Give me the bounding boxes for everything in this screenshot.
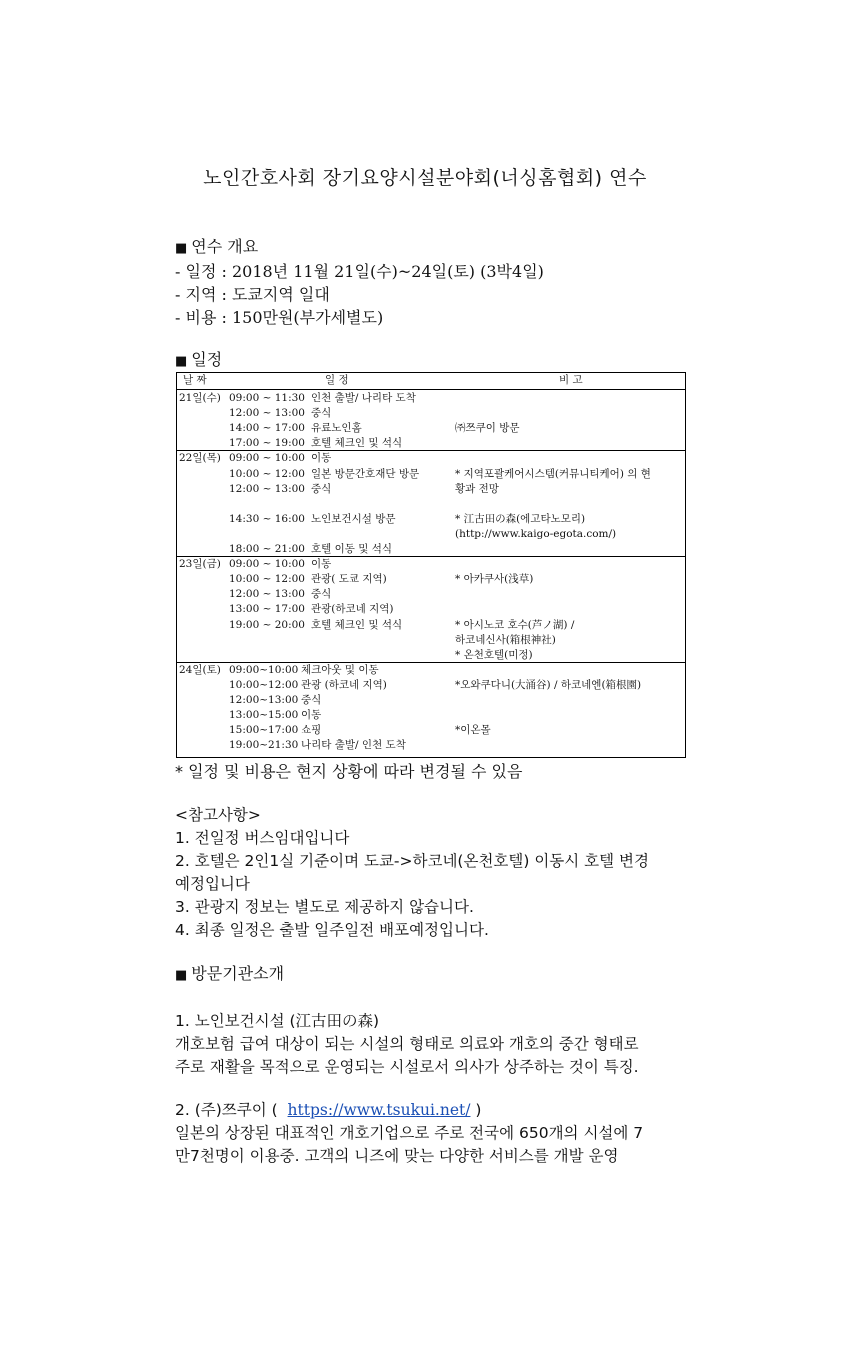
schedule-footnote: * 일정 및 비용은 현지 상황에 따라 변경될 수 있음: [175, 762, 523, 781]
schedule-note: * 지역포괄케어시스템(커뮤니티케어) 의 현: [455, 467, 651, 480]
schedule-time: 09:00~10:00: [229, 663, 299, 676]
schedule-desc: 관광 (하코네 지역): [301, 678, 387, 691]
schedule-desc: 중식: [311, 588, 332, 601]
institutions-heading: ■ 방문기관소개: [175, 964, 285, 983]
reference-line: 예정입니다: [175, 875, 250, 893]
schedule-desc: 이동: [301, 709, 322, 722]
institution-1-desc: 주로 재활을 목적으로 운영되는 시설로서 의사가 상주하는 것이 특징.: [175, 1058, 639, 1076]
schedule-row: [179, 557, 683, 572]
schedule-time: 09:00 ~ 10:00: [229, 558, 305, 571]
overview-line: - 일정 : 2018년 11월 21일(수)~24일(토) (3박4일): [175, 262, 544, 281]
schedule-desc: 노인보건시설 방문: [311, 512, 396, 525]
schedule-note: (http://www.kaigo-egota.com/): [455, 527, 617, 540]
schedule-section: [175, 348, 735, 373]
schedule-day: 22일(목): [179, 452, 221, 465]
institution-1-title: 1. 노인보건시설 (江古田の森): [175, 1012, 380, 1030]
overview-heading: ■ 연수 개요: [175, 237, 259, 256]
schedule-row: [179, 663, 683, 678]
schedule-note: *이온몰: [455, 724, 491, 737]
schedule-time: 13:00~15:00: [229, 709, 299, 722]
schedule-note: 황과 전망: [455, 482, 499, 495]
square-bullet-icon: ■: [175, 241, 188, 256]
schedule-row: [179, 602, 683, 617]
schedule-time: 10:00 ~ 12:00: [229, 467, 305, 480]
schedule-time: 12:00 ~ 13:00: [229, 407, 305, 420]
schedule-time: 14:30 ~ 16:00: [229, 512, 305, 525]
institution-2-title: 2. (주)쯔쿠이 ( https://www.tsukui.net/ ): [175, 1101, 482, 1119]
schedule-row: [179, 633, 683, 648]
schedule-time: 19:00~21:30: [229, 739, 299, 752]
schedule-row: [179, 482, 683, 497]
reference-line: 4. 최종 일정은 출발 일주일전 배포예정입니다.: [175, 921, 489, 939]
schedule-row: [179, 618, 683, 633]
schedule-desc: 쇼핑: [301, 724, 322, 737]
schedule-desc: 관광( 도쿄 지역): [311, 573, 387, 586]
schedule-note: 하코네신사(箱根神社): [455, 633, 556, 646]
schedule-time: 15:00~17:00: [229, 724, 299, 737]
overview-line: - 비용 : 150만원(부가세별도): [175, 308, 384, 327]
schedule-time: 14:00 ~ 17:00: [229, 422, 305, 435]
day-divider: [177, 662, 685, 663]
schedule-row: [179, 738, 683, 753]
schedule-desc: 중식: [301, 694, 322, 706]
page-title: 노인간호사회 장기요양시설분야회(너싱홈협회) 연수: [203, 167, 647, 189]
schedule-time: 12:00~13:00: [229, 694, 299, 706]
schedule-note: * 온천호텔(미정): [455, 648, 533, 661]
schedule-note: * 아시노코 호수(芦ノ湖) /: [455, 618, 575, 631]
schedule-desc: 호텔 이동 및 석식: [311, 543, 393, 555]
schedule-desc: 관광(하코네 지역): [311, 603, 394, 616]
overview-section: [175, 235, 735, 329]
schedule-note: *오와쿠다니(大涌谷) / 하코네엔(箱根園): [455, 678, 642, 691]
schedule-row: [179, 572, 683, 587]
schedule-time: 10:00~12:00: [229, 678, 299, 691]
schedule-time: 13:00 ~ 17:00: [229, 603, 305, 616]
header-divider: [177, 389, 685, 390]
schedule-desc: 인천 출발/ 나리타 도착: [311, 392, 416, 404]
schedule-desc: 이동: [311, 558, 332, 571]
day-divider: [177, 556, 685, 557]
schedule-row: [179, 406, 683, 421]
schedule-day: 23일(금): [179, 558, 221, 571]
schedule-desc: 이동: [311, 452, 332, 465]
schedule-row: [179, 542, 683, 557]
schedule-heading: ■ 일정: [175, 350, 223, 369]
institution-2: [175, 1099, 735, 1168]
schedule-desc: 체크아웃 및 이동: [301, 663, 379, 676]
institution-1: [175, 1010, 735, 1079]
schedule-footnote-block: [175, 760, 735, 783]
schedule-row: [179, 587, 683, 602]
schedule-desc: 호텔 체크인 및 석식: [311, 437, 403, 450]
schedule-note: * 아카쿠사(浅草): [455, 573, 534, 586]
schedule-desc: 나리타 출발/ 인천 도착: [301, 739, 406, 752]
schedule-row: [179, 648, 683, 663]
schedule-desc: 중식: [311, 482, 332, 495]
schedule-time: 12:00 ~ 13:00: [229, 482, 305, 495]
schedule-time: 18:00 ~ 21:00: [229, 543, 305, 555]
col-header-note: 비 고: [559, 374, 583, 386]
schedule-row: [179, 527, 683, 542]
schedule-row: [179, 436, 683, 451]
square-bullet-icon: ■: [175, 354, 188, 369]
schedule-desc: 호텔 체크인 및 석식: [311, 618, 403, 631]
tsukui-website-link[interactable]: https://www.tsukui.net/: [287, 1101, 471, 1119]
institution-2-desc: 일본의 상장된 대표적인 개호기업으로 주로 전국에 650개의 시설에 7: [175, 1124, 644, 1142]
schedule-time: 10:00 ~ 12:00: [229, 573, 305, 586]
schedule-row: [179, 451, 683, 466]
schedule-row: [179, 497, 683, 512]
institutions-section: [175, 962, 735, 987]
schedule-time: 09:00 ~ 11:30: [229, 392, 305, 404]
schedule-time: 17:00 ~ 19:00: [229, 437, 305, 450]
schedule-row: [179, 391, 683, 406]
schedule-row: [179, 708, 683, 723]
schedule-time: 19:00 ~ 20:00: [229, 618, 305, 631]
schedule-desc: 중식: [311, 407, 332, 420]
day-divider: [177, 450, 685, 451]
schedule-row: [179, 678, 683, 693]
institution-1-desc: 개호보험 급여 대상이 되는 시설의 형태로 의료와 개호의 중간 형태로: [175, 1035, 639, 1053]
schedule-time: 12:00 ~ 13:00: [229, 588, 305, 601]
schedule-note: * 江古田の森(에고타노모리): [455, 512, 586, 525]
schedule-desc: 유료노인홈: [311, 422, 362, 435]
reference-line: 3. 관광지 정보는 별도로 제공하지 않습니다.: [175, 898, 474, 916]
schedule-row: [179, 467, 683, 482]
square-bullet-icon: ■: [175, 968, 188, 983]
schedule-desc: 일본 방문간호재단 방문: [311, 467, 420, 480]
reference-line: 2. 호텔은 2인1실 기준이며 도쿄->하코네(온천호텔) 이동시 호텔 변경: [175, 852, 650, 870]
schedule-time: 09:00 ~ 10:00: [229, 452, 305, 465]
schedule-row: [179, 723, 683, 738]
schedule-row: [179, 421, 683, 436]
references-section: [175, 804, 735, 942]
references-heading: <참고사항>: [175, 806, 261, 824]
col-header-schedule: 일 정: [325, 374, 349, 386]
schedule-day: 24일(토): [179, 663, 221, 676]
schedule-day: 21일(수): [179, 392, 221, 404]
institution-2-desc: 만7천명이 이용중. 고객의 니즈에 맞는 다양한 서비스를 개발 운영: [175, 1147, 619, 1165]
schedule-row: [179, 512, 683, 527]
schedule-row: [179, 693, 683, 708]
reference-line: 1. 전일정 버스임대입니다: [175, 829, 350, 847]
col-header-date: 날 짜: [183, 374, 207, 386]
schedule-table: [176, 372, 686, 758]
schedule-note: ㈜쯔쿠이 방문: [455, 422, 520, 435]
overview-line: - 지역 : 도쿄지역 일대: [175, 285, 330, 304]
